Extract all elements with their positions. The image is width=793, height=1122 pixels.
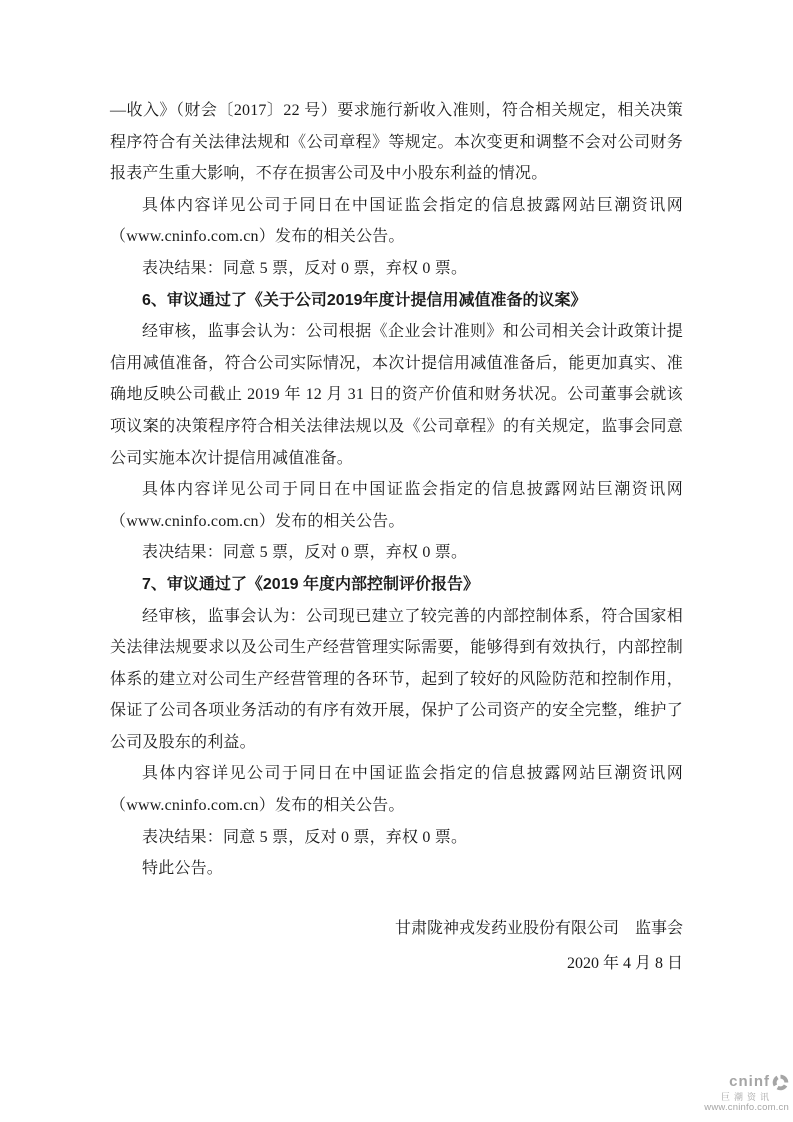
signature-company: 甘肃陇神戎发药业股份有限公司 监事会	[394, 919, 683, 937]
vote-result-1: 表决结果：同意 5 票，反对 0 票，弃权 0 票。	[142, 259, 468, 277]
cninfo-url: www.cninfo.com.cn	[704, 1102, 789, 1114]
cninfo-logo-row	[704, 1073, 789, 1090]
vote-result-3: 表决结果：同意 5 票，反对 0 票，弃权 0 票。	[142, 828, 468, 846]
review-opinion-paragraph-6: 经审核，监事会认为：公司根据《企业会计准则》和公司相关会计政策计提信用减值准备，符合公司实际情况，本次计提信用减值准备后，能更加真实、准确地反映公司截止 2019 年 12 月 31 日的资产价值和财务状况。公司董事会就该项议案的决策程序符合相关法律法规以及《公司章程》的有关规定，监事会同意公司实施本次计提信用减值准备。	[110, 323, 683, 467]
signature-date: 2020 年 4 月 8 日	[566, 954, 683, 972]
disclosure-paragraph-1: 具体内容详见公司于同日在中国证监会指定的信息披露网站巨潮资讯网（www.cninfo.com.cn）发布的相关公告。	[110, 196, 683, 246]
agenda-heading-7: 7、审议通过了《2019 年度内部控制评价报告》	[142, 575, 479, 593]
signature-block	[110, 911, 683, 981]
vote-result-2: 表决结果：同意 5 票，反对 0 票，弃权 0 票。	[142, 544, 468, 562]
disclosure-paragraph-2: 具体内容详见公司于同日在中国证监会指定的信息披露网站巨潮资讯网（www.cninfo.com.cn）发布的相关公告。	[110, 481, 683, 530]
closing-statement: 特此公告。	[142, 860, 224, 878]
document-body	[110, 95, 683, 981]
cninfo-logo	[704, 1073, 789, 1114]
cninfo-swirl-icon	[772, 1074, 789, 1091]
review-opinion-paragraph-7: 经审核，监事会认为：公司现已建立了较完善的内部控制体系，符合国家相关法律法规要求以及公司生产经营管理实际需要，能够得到有效执行，内部控制体系的建立对公司生产经营管理的各环节，起到了较好的风险防范和控制作用，保证了公司各项业务活动的有序有效开展，保护了公司资产的安全完整，维护了公司及股东的利益。	[110, 607, 683, 751]
agenda-heading-6: 6、审议通过了《关于公司2019年度计提信用减值准备的议案》	[142, 291, 587, 309]
cninfo-chinese-name: 巨潮资讯	[720, 1091, 773, 1102]
paragraph-revenue-standard-continuation: —收入》（财会〔2017〕22 号）要求施行新收入准则，符合相关规定，相关决策程序符合有关法律法规和《公司章程》等规定。本次变更和调整不会对公司财务报表产生重大影响，不存在损害公司及中小股东利益的情况。	[110, 102, 683, 183]
cninfo-logo-text: cninf	[729, 1073, 770, 1091]
disclosure-paragraph-3: 具体内容详见公司于同日在中国证监会指定的信息披露网站巨潮资讯网（www.cninfo.com.cn）发布的相关公告。	[110, 765, 683, 815]
